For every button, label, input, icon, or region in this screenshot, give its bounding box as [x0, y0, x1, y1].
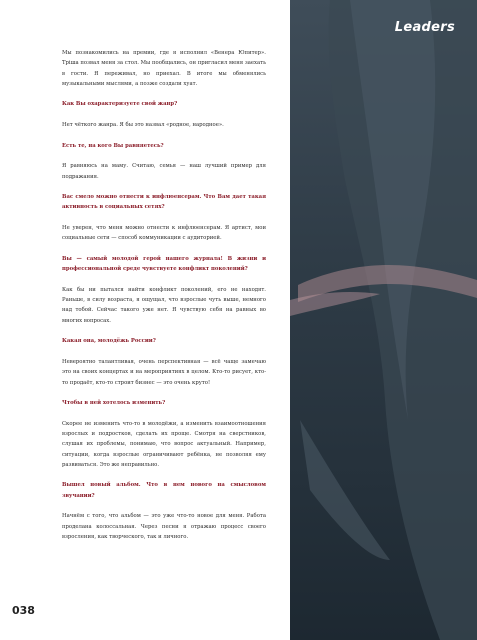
interview-question: Как Вы охарактеризуете свой жанр? — [62, 101, 178, 108]
interview-question: Вас смело можно отнести к инфлюенсерам. Что Вам дает такая активность в социальных сетях? — [62, 194, 266, 211]
interview-question: Чтобы в ней хотелось изменить? — [62, 400, 166, 407]
photo-figure-shape — [290, 0, 477, 640]
magazine-brand-logo: Leaders — [394, 20, 455, 35]
interview-answer: Скорее не изменить что-то в молодёжи, а изменить взаимоотношения взрослых и подростков, сделать их проще. Смотря на сверстников, слушая их проблемы, понимаю, что вопрос актуальный. Например, ситуации, когда взрослые ограничивают ребёнка, не позволяя ему развиваться. Это же неправильно. — [62, 420, 266, 468]
interview-question: Вышел новый альбом. Что в нем нового на смысловом звучании? — [62, 482, 266, 499]
interview-answer: Невероятно талантливая, очень перспективная — всё чаще замечаю это на своих концертах и на мероприятиях в целом. Кто-то рисует, кто-то продаёт, кто-то строит бизнес — это очень круто! — [62, 358, 266, 386]
interview-answer: Мы познакомились на премии, где я исполнил «Венера Юпитер». Тріша позвал меня за стол. Мы пообщались, он пригласил меня заехать в гости. Я переживал, но приехал. В итоге мы обменялись музыкальными мыслями, а позже создали хуат. — [62, 50, 266, 87]
interview-answer: Начнём с того, что альбом — это уже что-то новое для меня. Работа проделана колоссальная. Через песни я отражаю процесс своего взросления, как творческого, так и личного. — [62, 513, 266, 540]
interview-question: Есть те, на кого Вы равняетесь? — [62, 142, 164, 149]
page-number: 038 — [12, 604, 35, 617]
interview-answer: Не уверен, что меня можно отнести к инфлюенсерам. Я артист, мои социальные сети — способ коммуникации с аудиторией. — [62, 225, 266, 242]
interview-article — [62, 48, 266, 553]
interview-answer: Нет чёткого жанра. Я бы это назвал «родное, народное». — [62, 122, 224, 129]
cover-photo — [290, 0, 477, 640]
interview-answer: Я равняюсь на маму. Считаю, семья — наш лучший пример для подражания. — [62, 163, 266, 180]
interview-question: Вы — самый молодой герой нашего журнала! В жизни и профессиональной среде чувствуете конфликт поколений? — [62, 255, 266, 273]
interview-answer: Как бы ни пытался найти конфликт поколений, его не находят. Раньше, в силу возраста, я ощущал, что взрослые чуть выше, немного над тобой. Сейчас такого уже нет. Я чувствую себя на равных во многих вопросах. — [62, 286, 266, 324]
interview-question: Какая она, молодёжь России? — [62, 338, 156, 345]
